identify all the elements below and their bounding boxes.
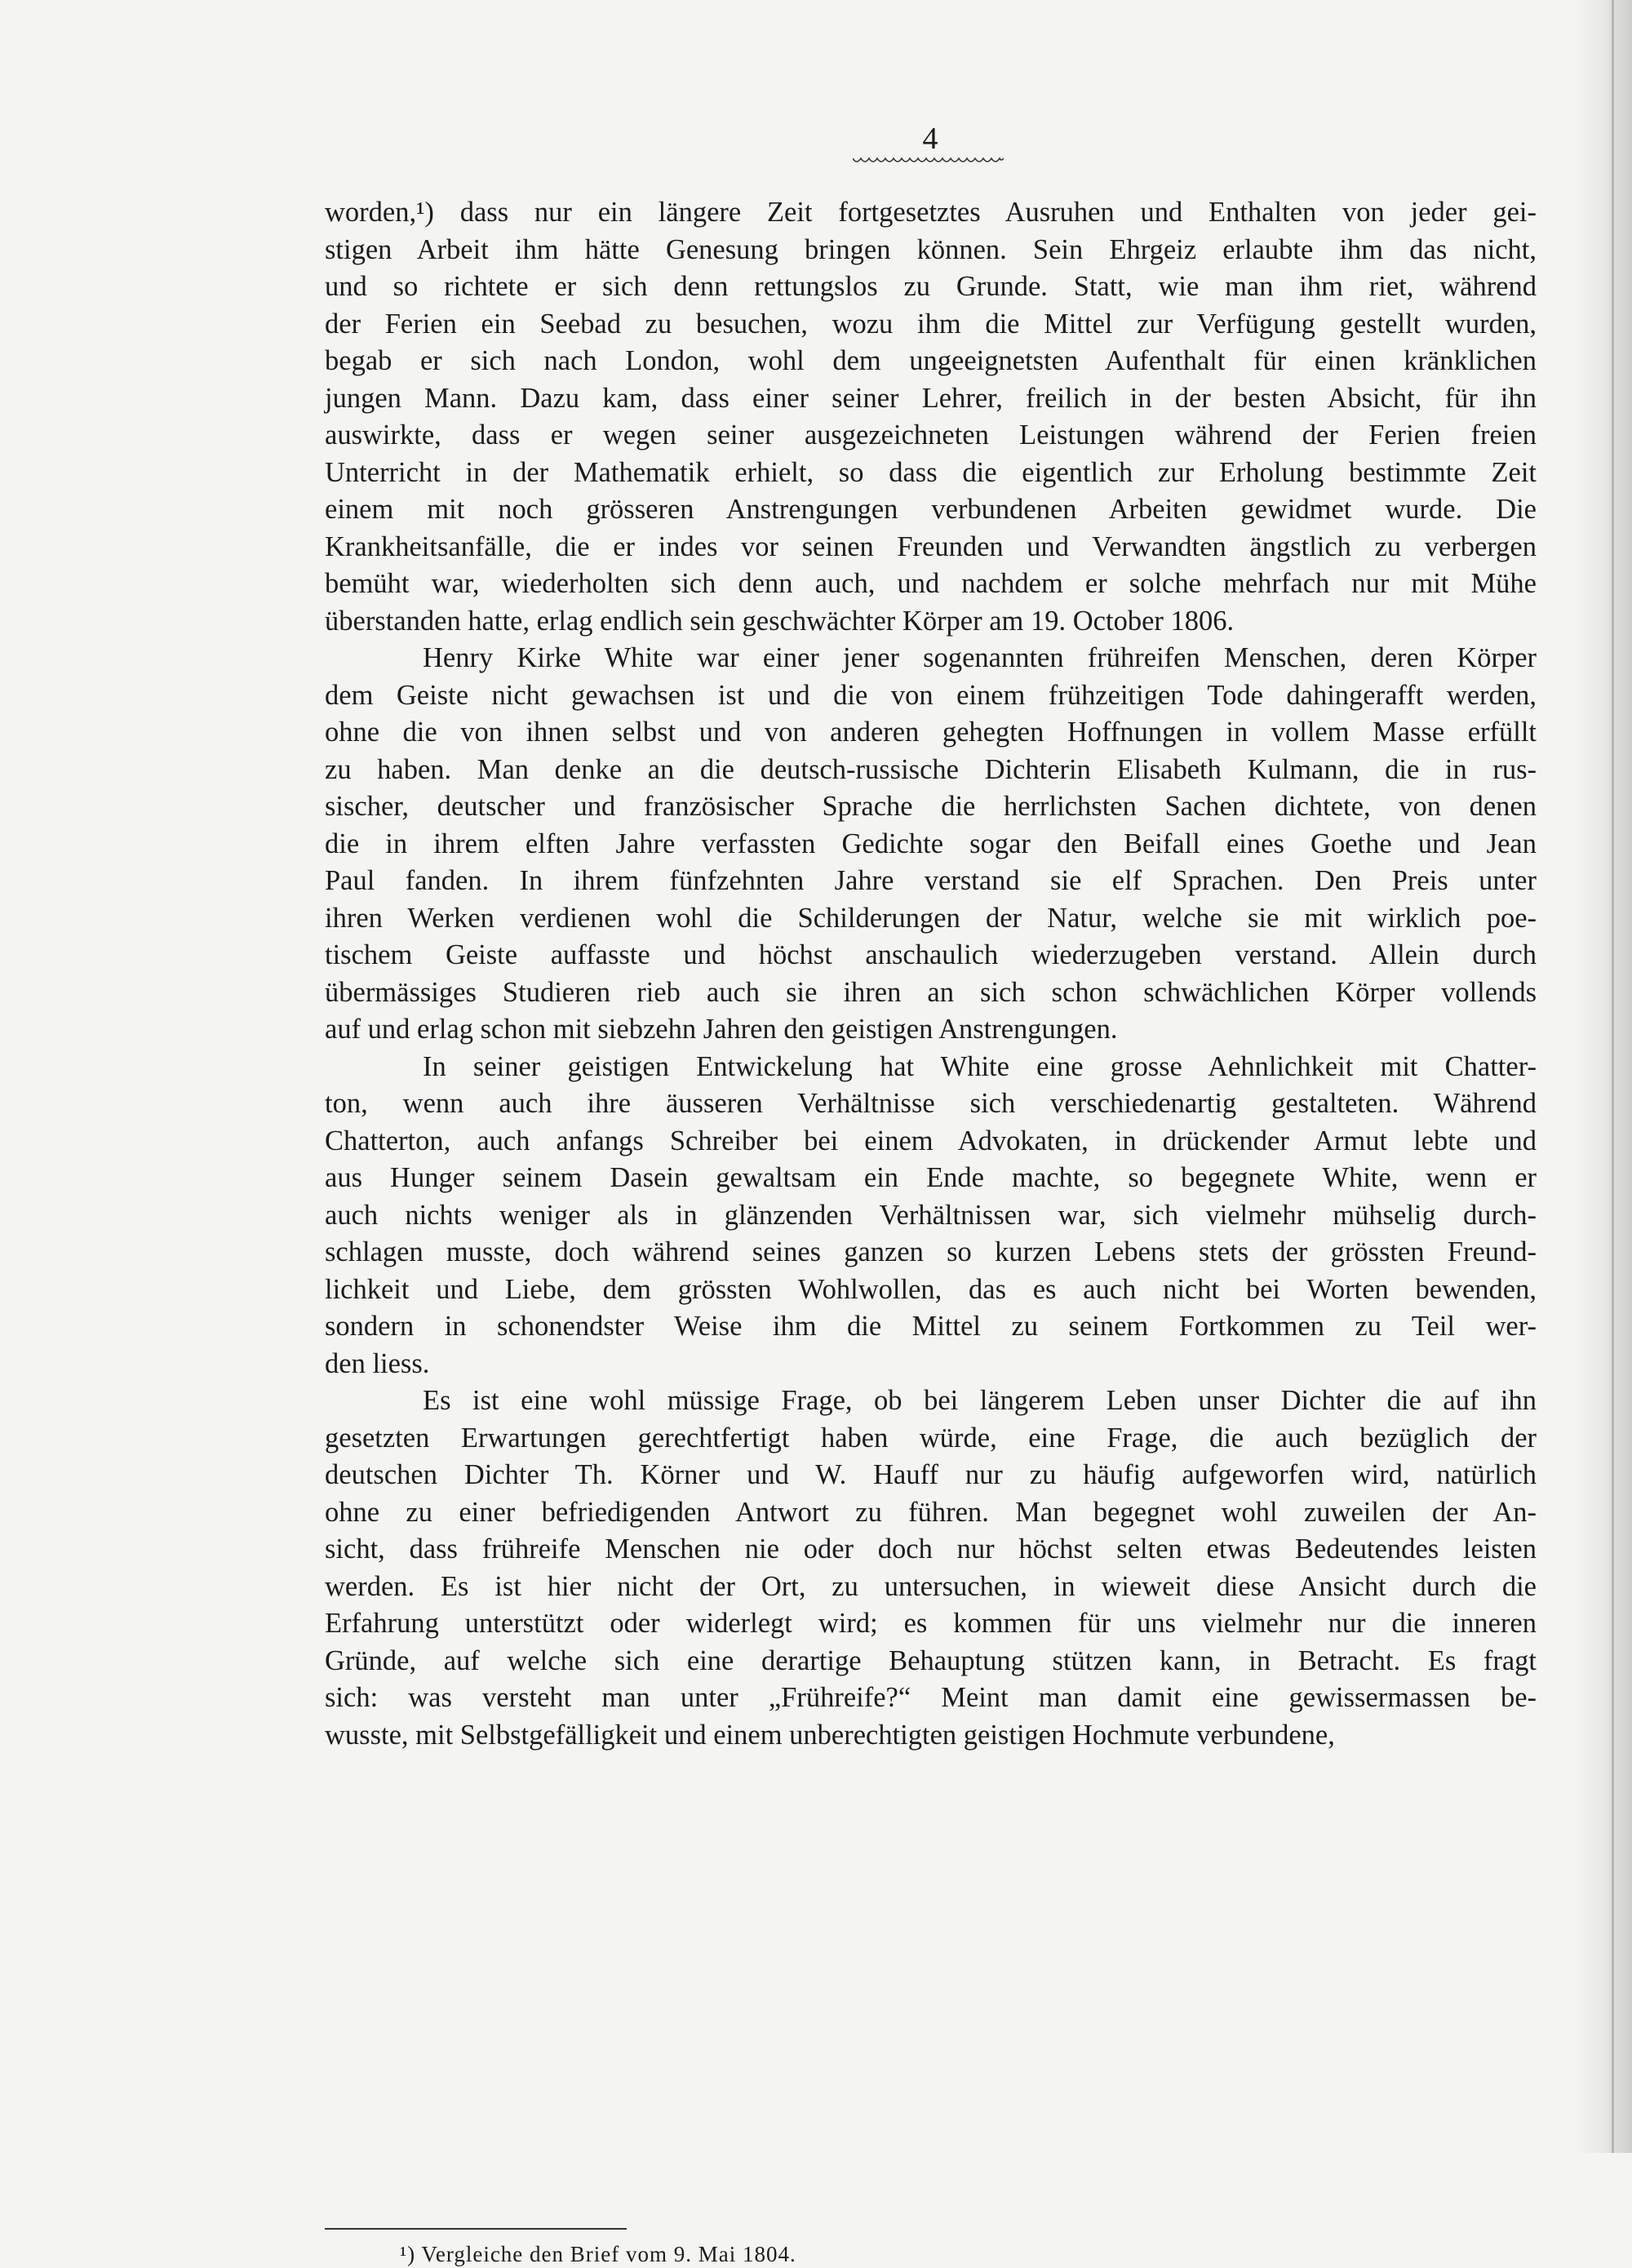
- text-line: deutschen Dichter Th. Körner und W. Hauff nur zu häufig aufgeworfen wird, natürlich: [325, 1459, 1537, 1490]
- text-line: Henry Kirke White war einer jener sogenannten frühreifen Menschen, deren Körper: [423, 642, 1537, 673]
- text-line: Gründe, auf welche sich eine derartige Behauptung stützen kann, in Betracht. Es fragt: [325, 1644, 1537, 1676]
- text-line: bemüht war, wiederholten sich denn auch, und nachdem er solche mehrfach nur mit Mühe: [325, 568, 1537, 599]
- paragraph: [325, 1383, 1537, 1754]
- text-line: auswirkte, dass er wegen seiner ausgezeichneten Leistungen während der Ferien freien: [325, 419, 1537, 450]
- text-line: sich: was versteht man unter „Frühreife?“ Meint man damit eine gewissermassen be-: [325, 1682, 1537, 1713]
- text-line: ohne die von ihnen selbst und von anderen gehegten Hoffnungen in vollem Masse erfüllt: [325, 717, 1537, 748]
- paragraph: [325, 1049, 1537, 1383]
- text-line: die in ihrem elften Jahre verfassten Gedichte sogar den Beifall eines Goethe und Jean: [325, 828, 1537, 859]
- paragraph: [325, 640, 1537, 1049]
- text-line: Chatterton, auch anfangs Schreiber bei einem Advokaten, in drückender Armut lebte und: [325, 1125, 1537, 1156]
- text-line: sondern in schonendster Weise ihm die Mittel zu seinem Fortkommen zu Teil wer-: [325, 1311, 1537, 1342]
- text-line: dem Geiste nicht gewachsen ist und die von einem frühzeitigen Tode dahingerafft werden,: [325, 679, 1537, 711]
- text-line: Unterricht in der Mathematik erhielt, so dass die eigentlich zur Erholung bestimmte Zeit: [325, 456, 1537, 488]
- page-number: 4: [922, 122, 938, 156]
- text-line: aus Hunger seinem Dasein gewaltsam ein Ende machte, so begegnete White, wenn er: [325, 1162, 1537, 1193]
- text-line: begab er sich nach London, wohl dem ungeeignetsten Aufenthalt für einen kränklichen: [325, 345, 1537, 376]
- text-line: ton, wenn auch ihre äusseren Verhältnisse sich verschiedenartig gestalteten. Während: [325, 1088, 1537, 1119]
- text-line: stigen Arbeit ihm hätte Genesung bringen können. Sein Ehrgeiz erlaubte ihm das nicht,: [325, 233, 1537, 265]
- paragraph: [325, 194, 1537, 640]
- page-edge: [1612, 0, 1614, 2153]
- body-text: [325, 194, 1537, 1754]
- text-line: Paul fanden. In ihrem fünfzehnten Jahre verstand sie elf Sprachen. Den Preis unter: [325, 865, 1537, 896]
- page-gutter-shadow: [1575, 0, 1632, 2153]
- text-line: schlagen musste, doch während seines ganzen so kurzen Lebens stets der grössten Freund-: [325, 1236, 1537, 1267]
- text-line: wusste, mit Selbstgefälligkeit und einem unberechtigten geistigen Hochmute verbundene,: [325, 1719, 1335, 1751]
- text-line: ohne zu einer befriedigenden Antwort zu führen. Man begegnet wohl zuweilen der An-: [325, 1496, 1537, 1528]
- text-line: werden. Es ist hier nicht der Ort, zu untersuchen, in wieweit diese Ansicht durch die: [325, 1570, 1537, 1602]
- text-line: überstanden hatte, erlag endlich sein geschwächter Körper am 19. October 1806.: [325, 605, 1235, 637]
- text-line: auf und erlag schon mit siebzehn Jahren den geistigen Anstrengungen.: [325, 1014, 1118, 1045]
- text-line: sicht, dass frühreife Menschen nie oder doch nur höchst selten etwas Bedeutendes leisten: [325, 1533, 1537, 1565]
- text-line: den liess.: [325, 1347, 430, 1379]
- text-line: gesetzten Erwartungen gerechtfertigt haben würde, eine Frage, die auch bezüglich der: [325, 1422, 1537, 1454]
- text-line: zu haben. Man denke an die deutsch-russische Dichterin Elisabeth Kulmann, die in rus-: [325, 753, 1537, 785]
- text-line: jungen Mann. Dazu kam, dass einer seiner Lehrer, freilich in der besten Absicht, für ihn: [325, 382, 1537, 414]
- text-line: der Ferien ein Seebad zu besuchen, wozu ihm die Mittel zur Verfügung gestellt wurden,: [325, 308, 1537, 340]
- text-line: Erfahrung unterstützt oder widerlegt wird; es kommen für uns vielmehr nur die inneren: [325, 1608, 1537, 1639]
- footnote-rule: [325, 2228, 627, 2230]
- text-line: und so richtete er sich denn rettungslos zu Grunde. Statt, wie man ihm riet, während: [325, 271, 1537, 302]
- page-number-ornament: [853, 155, 1004, 166]
- text-line: ihren Werken verdienen wohl die Schilderungen der Natur, welche sie mit wirklich poe-: [325, 902, 1537, 934]
- text-line: auch nichts weniger als in glänzenden Verhältnissen war, sich vielmehr mühselig durch-: [325, 1199, 1537, 1231]
- text-line: einem mit noch grösseren Anstrengungen verbundenen Arbeiten gewidmet wurde. Die: [325, 494, 1537, 525]
- text-line: worden,¹) dass nur ein längere Zeit fortgesetztes Ausruhen und Enthalten von jeder gei-: [325, 197, 1537, 228]
- text-line: tischem Geiste auffasste und höchst anschaulich wiederzugeben verstand. Allein durch: [325, 939, 1537, 970]
- text-line: Krankheitsanfälle, die er indes vor seinen Freunden und Verwandten ängstlich zu verbergen: [325, 530, 1537, 562]
- footnote: ¹) Vergleiche den Brief vom 9. Mai 1804.: [400, 2242, 796, 2266]
- text-line: Es ist eine wohl müssige Frage, ob bei längerem Leben unser Dichter die auf ihn: [423, 1385, 1537, 1416]
- text-line: übermässiges Studieren rieb auch sie ihren an sich schon schwächlichen Körper vollends: [325, 976, 1537, 1008]
- text-line: In seiner geistigen Entwickelung hat White eine grosse Aehnlichkeit mit Chatter-: [423, 1050, 1537, 1082]
- text-line: lichkeit und Liebe, dem grössten Wohlwollen, das es auch nicht bei Worten bewenden,: [325, 1273, 1537, 1305]
- paragraphs: [325, 194, 1537, 1754]
- text-line: sischer, deutscher und französischer Sprache die herrlichsten Sachen dichtete, von denen: [325, 791, 1537, 822]
